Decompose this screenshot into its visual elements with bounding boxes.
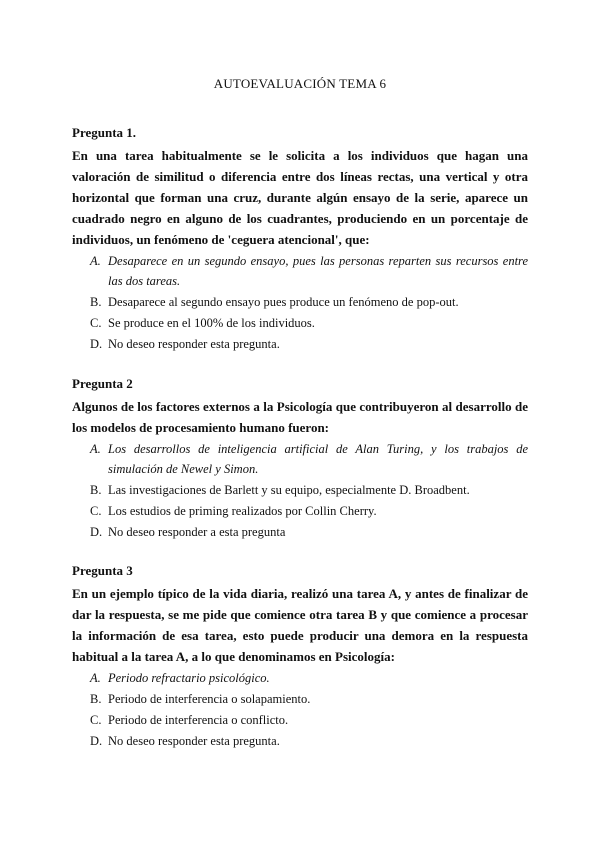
- option-letter: B.: [90, 692, 102, 706]
- option-text: No deseo responder a esta pregunta: [108, 525, 286, 539]
- option-letter: B.: [90, 483, 102, 497]
- option-text: Desaparece en un segundo ensayo, pues las personas reparten sus recursos entre las dos tareas.: [108, 254, 528, 288]
- option-text: No deseo responder esta pregunta.: [108, 734, 280, 748]
- option-c: [72, 313, 528, 333]
- option-text: Periodo de interferencia o solapamiento.: [108, 692, 311, 706]
- option-letter: C.: [90, 504, 102, 518]
- question-3: [72, 560, 528, 751]
- question-heading: Pregunta 1.: [72, 125, 137, 140]
- question-stem: En un ejemplo típico de la vida diaria, realizó una tarea A, y antes de finalizar de dar la respuesta, se me pide que comience otra tarea B y que comience a procesar la información de esa tarea, esto puede producir una demora en la respuesta habitual a la tarea A, a lo que denominamos en Psicología:: [72, 586, 528, 664]
- option-text: Desaparece al segundo ensayo pues produce un fenómeno de pop-out.: [108, 295, 459, 309]
- option-letter: C.: [90, 316, 102, 330]
- option-b: [72, 480, 528, 500]
- option-letter: A.: [90, 442, 101, 456]
- option-c: [72, 710, 528, 730]
- option-letter: D.: [90, 337, 103, 351]
- question-2: [72, 373, 528, 542]
- option-text: Las investigaciones de Barlett y su equipo, especialmente D. Broadbent.: [108, 483, 470, 497]
- option-a: [72, 439, 528, 479]
- option-b: [72, 292, 528, 312]
- option-letter: A.: [90, 254, 101, 268]
- option-text: Los desarrollos de inteligencia artificial de Alan Turing, y los trabajos de simulación de Newel y Simon.: [108, 442, 528, 476]
- question-1: [72, 122, 528, 354]
- question-heading: Pregunta 3: [72, 563, 133, 578]
- option-d: [72, 731, 528, 751]
- answer-options: [72, 439, 528, 542]
- option-letter: D.: [90, 525, 103, 539]
- option-text: Los estudios de priming realizados por Collin Cherry.: [108, 504, 377, 518]
- option-d: [72, 522, 528, 542]
- option-letter: A.: [90, 671, 101, 685]
- option-b: [72, 689, 528, 709]
- question-heading: Pregunta 2: [72, 376, 133, 391]
- answer-options: [72, 251, 528, 354]
- answer-options: [72, 668, 528, 751]
- option-text: No deseo responder esta pregunta.: [108, 337, 280, 351]
- question-stem: Algunos de los factores externos a la Psicología que contribuyeron al desarrollo de los modelos de procesamiento humano fueron:: [72, 399, 528, 435]
- option-letter: D.: [90, 734, 103, 748]
- option-text: Periodo refractario psicológico.: [108, 671, 270, 685]
- option-text: Periodo de interferencia o conflicto.: [108, 713, 289, 727]
- option-d: [72, 334, 528, 354]
- option-a: [72, 668, 528, 688]
- option-c: [72, 501, 528, 521]
- question-stem: En una tarea habitualmente se le solicita a los individuos que hagan una valoración de similitud o diferencia entre dos líneas rectas, una vertical y otra horizontal que forman una cruz, durante algún ensayo de la serie, aparece un cuadrado negro en alguno de los cuadrantes, produciendo en un porcentaje de individuos, un fenómeno de 'ceguera atencional', que:: [72, 148, 528, 247]
- document-title: AUTOEVALUACIÓN TEMA 6: [213, 76, 387, 91]
- option-text: Se produce en el 100% de los individuos.: [108, 316, 315, 330]
- option-letter: C.: [90, 713, 102, 727]
- option-letter: B.: [90, 295, 102, 309]
- option-a: [72, 251, 528, 291]
